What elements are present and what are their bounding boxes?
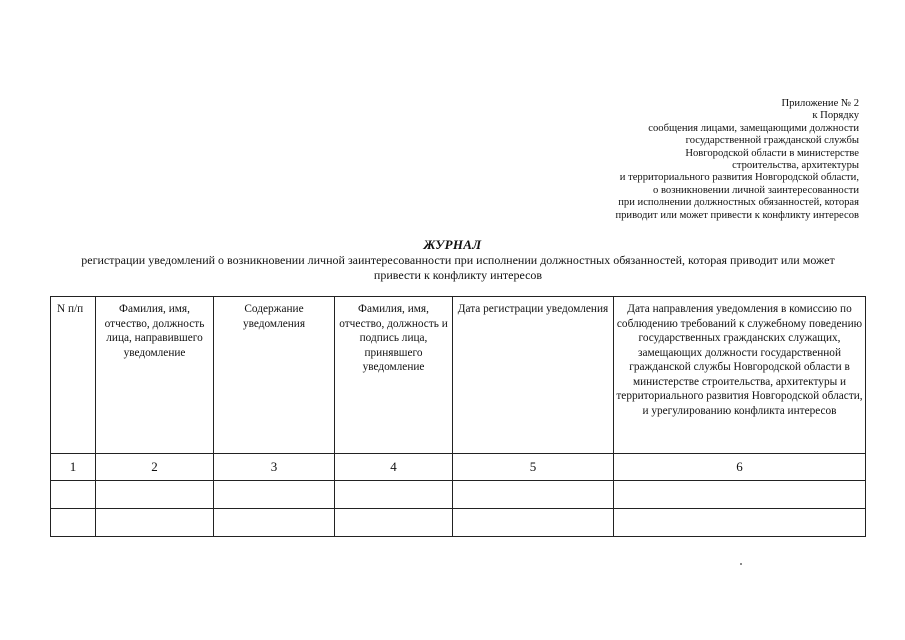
header-cell-commission-date: Дата направления уведомления в комиссию по соблюдению требований к служебному поведению государственных гражданских служащих, замещающих должности государственной гражданской службы Новгородской области в министерстве строительства, архитектуры и территориального развития Новгородской области, и урегулированию конфликта интересов bbox=[614, 297, 866, 454]
appendix-line: и территориального развития Новгородской области, bbox=[619, 172, 859, 184]
column-number: 2 bbox=[96, 454, 214, 481]
document-subtitle bbox=[48, 253, 868, 283]
table-cell bbox=[96, 481, 214, 509]
table-cell bbox=[335, 509, 453, 537]
appendix-line: при исполнении должностных обязанностей, которая bbox=[618, 197, 859, 209]
appendix-line: сообщения лицами, замещающими должности bbox=[648, 122, 859, 134]
table-row bbox=[51, 481, 866, 509]
table-header-row bbox=[51, 297, 866, 454]
appendix-line: о возникновении личной заинтересованности bbox=[653, 184, 859, 196]
appendix-line: Приложение № 2 bbox=[781, 98, 859, 109]
table-cell bbox=[614, 509, 866, 537]
header-cell-content: Содержание уведомления bbox=[214, 297, 335, 454]
table-cell bbox=[335, 481, 453, 509]
header-cell-number: N п/п bbox=[51, 297, 96, 454]
header-cell-receiver: Фамилия, имя, отчество, должность и подпись лица, принявшего уведомление bbox=[335, 297, 453, 454]
appendix-line: государственной гражданской службы bbox=[685, 135, 859, 147]
appendix-line: Новгородской области в министерстве bbox=[685, 147, 859, 159]
column-number-row bbox=[51, 454, 866, 481]
table-cell bbox=[51, 481, 96, 509]
table-row bbox=[51, 509, 866, 537]
header-cell-registration-date: Дата регистрации уведомления bbox=[453, 297, 614, 454]
table-cell bbox=[214, 481, 335, 509]
column-number: 5 bbox=[453, 454, 614, 481]
table-cell bbox=[614, 481, 866, 509]
header-cell-sender: Фамилия, имя, отчество, должность лица, направившего уведомление bbox=[96, 297, 214, 454]
appendix-line: приводит или может привести к конфликту интересов bbox=[615, 209, 859, 221]
table-cell bbox=[453, 509, 614, 537]
column-number: 1 bbox=[51, 454, 96, 481]
column-number: 3 bbox=[214, 454, 335, 481]
column-number: 4 bbox=[335, 454, 453, 481]
appendix-note bbox=[559, 98, 859, 222]
scan-speck bbox=[740, 563, 742, 565]
table-cell bbox=[453, 481, 614, 509]
table-cell bbox=[96, 509, 214, 537]
table-cell bbox=[51, 509, 96, 537]
table-cell bbox=[214, 509, 335, 537]
column-number: 6 bbox=[614, 454, 866, 481]
journal-table bbox=[50, 296, 866, 537]
document-title: ЖУРНАЛ bbox=[423, 237, 482, 252]
subtitle-line: привести к конфликту интересов bbox=[373, 268, 543, 282]
appendix-line: строительства, архитектуры bbox=[732, 160, 859, 172]
subtitle-line: регистрации уведомлений о возникновении личной заинтересованности при исполнении должностных обязанностей, которая приводит или может bbox=[81, 253, 835, 267]
appendix-line: к Порядку bbox=[812, 110, 859, 122]
